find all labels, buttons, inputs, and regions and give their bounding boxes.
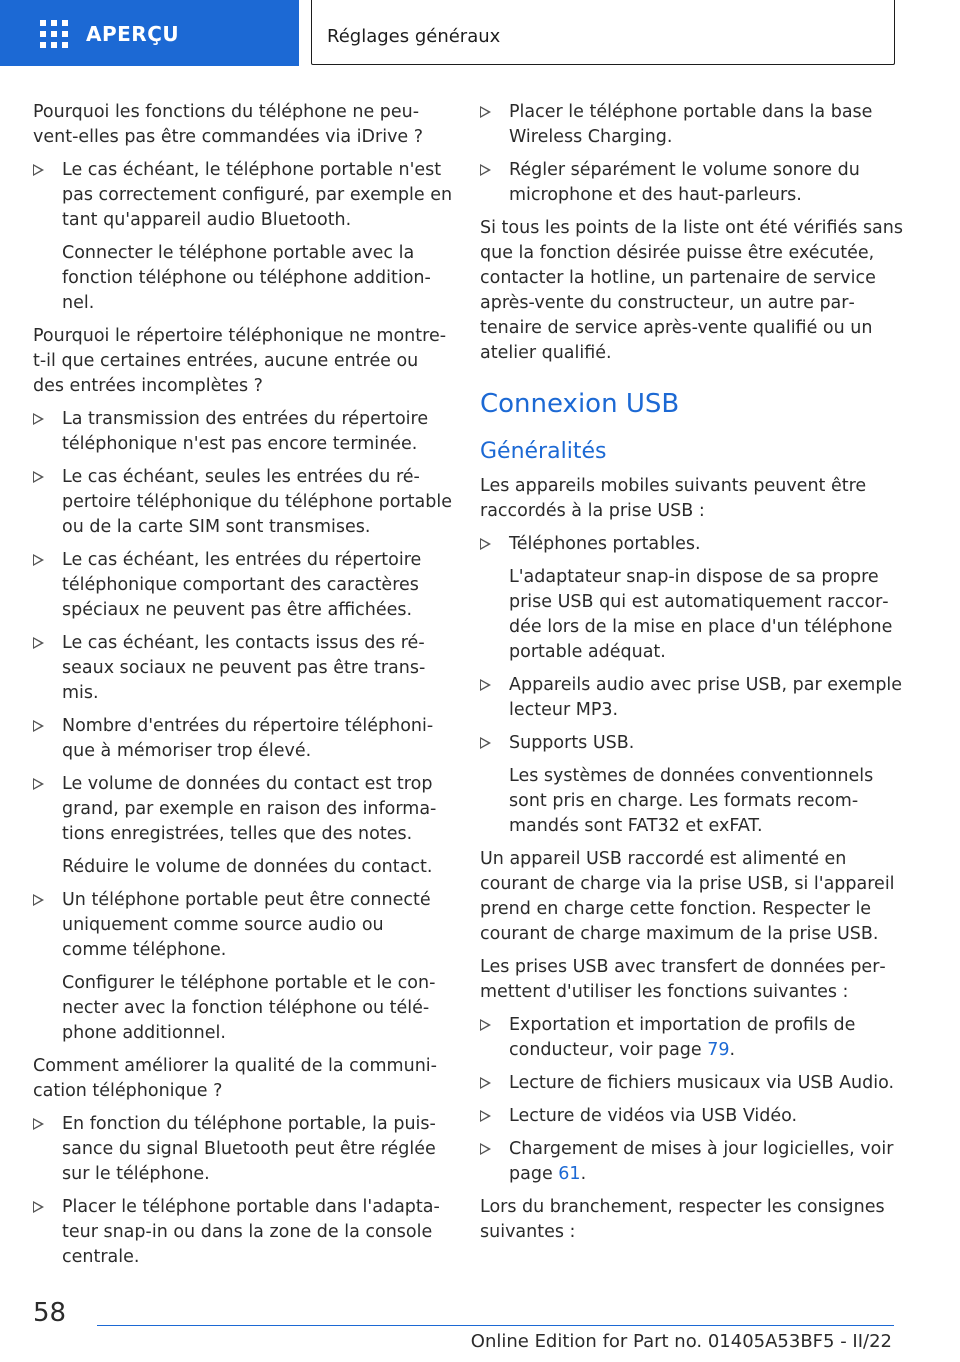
list-item-text: Nombre d'entrées du répertoire téléphonique à mémoriser trop élevé.: [62, 716, 434, 761]
list-item: [480, 731, 910, 756]
list-item-text: Lecture de vidéos via USB Vidéo.: [509, 1106, 798, 1126]
list-item-punctuation: .: [729, 1040, 736, 1060]
paragraph: Les prises USB avec transfert de données permettent d'utiliser les fonctions suivantes :: [480, 957, 886, 1002]
list-item-text: Régler séparément le volume sonore du microphone et des haut-parleurs.: [509, 160, 860, 205]
top-bar: [0, 0, 960, 66]
list-item-text: Placer le téléphone portable dans la base Wireless Charging.: [509, 102, 873, 147]
bullet-triangle-icon: [480, 538, 491, 550]
section-title: Réglages généraux: [327, 26, 501, 47]
bullet-triangle-icon: [480, 1143, 491, 1155]
list-item-detail: Connecter le téléphone portable avec la fonction téléphone ou téléphone additionnel.: [62, 243, 431, 313]
bullet-triangle-icon: [33, 720, 44, 732]
list-item-detail: L'adaptateur snap-in dispose de sa propre prise USB qui est automatiquement raccordée lors de la mise en place d'un téléphone portable adéquat.: [509, 567, 893, 662]
bullet-triangle-icon: [480, 164, 491, 176]
list-item: [480, 532, 910, 557]
list-item-text: Supports USB.: [509, 733, 635, 753]
bullet-triangle-icon: [33, 554, 44, 566]
left-column: [33, 100, 453, 1278]
bullet-triangle-icon: [33, 778, 44, 790]
subsection-heading: Généralités: [480, 439, 607, 464]
page-link-61[interactable]: 61: [558, 1164, 581, 1184]
bullet-triangle-icon: [480, 1019, 491, 1031]
bullet-triangle-icon: [33, 413, 44, 425]
paragraph: Les appareils mobiles suivants peuvent être raccordés à la prise USB :: [480, 476, 867, 521]
bullet-triangle-icon: [480, 106, 491, 118]
bullet-triangle-icon: [33, 637, 44, 649]
list-item: [33, 888, 453, 963]
bullet-triangle-icon: [480, 1077, 491, 1089]
list-item-text: Lecture de fichiers musicaux via USB Audio.: [509, 1073, 895, 1093]
list-item-text: Placer le téléphone portable dans l'adaptateur snap-in ou dans la zone de la console centrale.: [62, 1197, 440, 1267]
list-item: [33, 548, 453, 623]
question-2: Pourquoi le répertoire téléphonique ne montre-t-il que certaines entrées, aucune entrée ou des entrées incomplètes ?: [33, 326, 447, 396]
list-item-text: Le volume de données du contact est trop grand, par exemple en raison des informations enregistrées, telles que des notes.: [62, 774, 437, 844]
bullet-triangle-icon: [33, 471, 44, 483]
list-item: [33, 1112, 453, 1187]
list-item-text: Appareils audio avec prise USB, par exemple lecteur MP3.: [509, 675, 903, 720]
grid-menu-icon: [40, 20, 68, 48]
question-3: Comment améliorer la qualité de la communication téléphonique ?: [33, 1056, 437, 1101]
list-item: [33, 631, 453, 706]
list-item-text: Exportation et importation de profils de conducteur, voir page: [509, 1015, 856, 1060]
list-item-text: En fonction du téléphone portable, la puissance du signal Bluetooth peut être réglée sur le téléphone.: [62, 1114, 436, 1184]
section-heading: Connexion USB: [480, 389, 680, 419]
list-item: [33, 465, 453, 540]
list-item: [480, 1137, 910, 1187]
list-item: [480, 158, 910, 208]
list-item-detail: Réduire le volume de données du contact.: [62, 857, 433, 877]
list-item-text: Chargement de mises à jour logicielles, voir page: [509, 1139, 894, 1184]
section-tab: [311, 0, 895, 65]
paragraph: Lors du branchement, respecter les consignes suivantes :: [480, 1197, 885, 1242]
list-item: [480, 1104, 910, 1129]
bullet-triangle-icon: [33, 894, 44, 906]
list-item: [480, 1013, 910, 1063]
bullet-triangle-icon: [33, 1201, 44, 1213]
list-item: [480, 100, 910, 150]
list-item-punctuation: .: [580, 1164, 587, 1184]
footer-divider: [97, 1325, 894, 1326]
list-item: [33, 158, 453, 233]
bullet-triangle-icon: [480, 737, 491, 749]
right-column: [480, 100, 910, 1253]
list-item-text: Le cas échéant, seules les entrées du répertoire téléphonique du téléphone portable ou de la carte SIM sont transmises.: [62, 467, 452, 537]
list-item-detail: Les systèmes de données conventionnels sont pris en charge. Les formats recommandés sont FAT32 et exFAT.: [509, 766, 874, 836]
question-1: Pourquoi les fonctions du téléphone ne peuvent-elles pas être commandées via iDrive ?: [33, 102, 424, 147]
list-item-text: Un téléphone portable peut être connecté uniquement comme source audio ou comme téléphone.: [62, 890, 431, 960]
bullet-triangle-icon: [33, 164, 44, 176]
list-item: [33, 407, 453, 457]
page-link-79[interactable]: 79: [707, 1040, 730, 1060]
list-item-text: Le cas échéant, les contacts issus des réseaux sociaux ne peuvent pas être transmis.: [62, 633, 426, 703]
overview-nav-label: APERÇU: [86, 22, 180, 46]
list-item: [33, 1195, 453, 1270]
bullet-triangle-icon: [480, 679, 491, 691]
list-item: [480, 1071, 910, 1096]
bullet-triangle-icon: [480, 1110, 491, 1122]
overview-nav-button[interactable]: [0, 0, 299, 66]
list-item-text: La transmission des entrées du répertoire téléphonique n'est pas encore terminée.: [62, 409, 429, 454]
page-number: 58: [33, 1298, 67, 1328]
footer-edition: Online Edition for Part no. 01405A53BF5 - II/22: [470, 1331, 892, 1352]
paragraph: Si tous les points de la liste ont été vérifiés sans que la fonction désirée puisse être exécutée, contacter la hotline, un partenaire de service après-vente du constructeur, un autre partenaire de service après-vente qualifié ou un atelier qualifié.: [480, 218, 903, 363]
paragraph: Un appareil USB raccordé est alimenté en courant de charge via la prise USB, si l'appareil prend en charge cette fonction. Respecter le courant de charge maximum de la prise USB.: [480, 849, 895, 944]
list-item: [33, 714, 453, 764]
list-item-text: Le cas échéant, le téléphone portable n'est pas correctement configuré, par exemple en tant qu'appareil audio Bluetooth.: [62, 160, 453, 230]
list-item-text: Le cas échéant, les entrées du répertoire téléphonique comportant des caractères spéciaux ne peuvent pas être affichées.: [62, 550, 422, 620]
list-item-text: Téléphones portables.: [509, 534, 701, 554]
list-item: [480, 673, 910, 723]
list-item: [33, 772, 453, 847]
bullet-triangle-icon: [33, 1118, 44, 1130]
list-item-detail: Configurer le téléphone portable et le connecter avec la fonction téléphone ou téléphone additionnel.: [62, 973, 436, 1043]
